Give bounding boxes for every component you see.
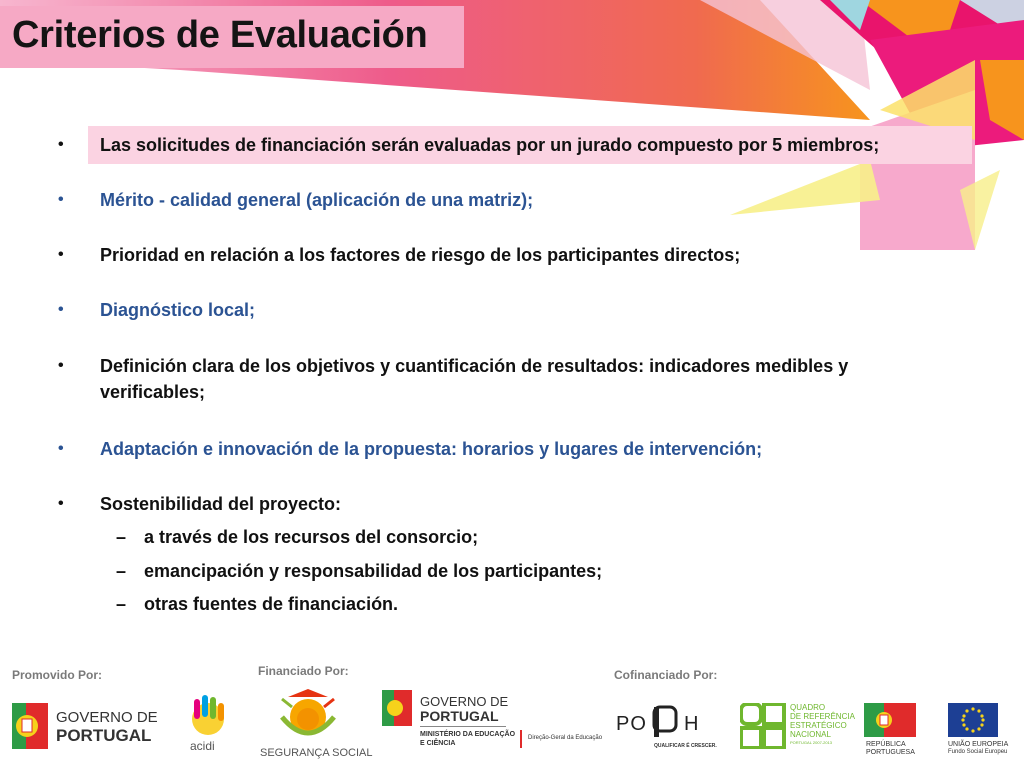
gov2-line2: PORTUGAL bbox=[420, 708, 499, 724]
seguranca-social-logo bbox=[258, 689, 373, 765]
sub-bullet-text: emancipación y responsabilidad de los participantes; bbox=[144, 561, 603, 581]
bullet-text: Las solicitudes de financiación serán evaluadas por un jurado compuesto por 5 miembros; bbox=[100, 135, 880, 155]
poph-logo bbox=[614, 705, 717, 755]
qren-line4: NACIONAL bbox=[790, 730, 831, 739]
cofinanciado-label: Cofinanciado Por: bbox=[614, 668, 718, 682]
bullet-text: Definición clara de los objetivos y cuantificación de resultados: indicadores medibles y verificables; bbox=[100, 356, 849, 402]
governo-portugal-logo bbox=[12, 703, 167, 749]
seguranca-social-icon bbox=[268, 689, 348, 741]
hand-icon bbox=[182, 695, 234, 739]
portugal-shield-icon bbox=[12, 703, 48, 749]
bullet-symbol: • bbox=[58, 301, 64, 318]
poph-p-icon bbox=[652, 705, 678, 739]
ue-line1: UNIÃO EUROPEIA bbox=[948, 741, 1009, 748]
bullet-symbol: • bbox=[58, 357, 64, 374]
dash-symbol: – bbox=[116, 561, 127, 581]
qren-logo bbox=[740, 703, 860, 755]
portugal-flag-icon bbox=[864, 703, 916, 737]
republica-line1: REPÚBLICA bbox=[866, 741, 906, 748]
sponsor-footer bbox=[0, 655, 1024, 768]
sub-bullet-text: a través de los recursos del consorcio; bbox=[144, 527, 479, 547]
bullet-text: Prioridad en relación a los factores de riesgo de los participantes directos; bbox=[100, 245, 741, 265]
bullet-symbol: • bbox=[58, 136, 64, 153]
qren-line3: ESTRATÉGICO bbox=[790, 721, 847, 730]
divider bbox=[420, 726, 506, 727]
acidi-logo bbox=[182, 695, 252, 755]
bullet-symbol: • bbox=[58, 246, 64, 263]
ministerio-line1: MINISTÉRIO DA EDUCAÇÃO bbox=[420, 731, 516, 738]
uniao-europeia-logo bbox=[948, 703, 1022, 759]
sub-bullet-text: otras fuentes de financiación. bbox=[144, 594, 399, 614]
qren-icon bbox=[740, 703, 786, 749]
financiado-label: Financiado Por: bbox=[258, 664, 349, 678]
ue-line2: Fundo Social Europeu bbox=[948, 749, 1008, 755]
gov-line1: GOVERNO DE bbox=[56, 709, 158, 726]
republica-line2: PORTUGUESA bbox=[866, 749, 915, 756]
qren-line2: DE REFERÊNCIA bbox=[790, 712, 855, 721]
dash-symbol: – bbox=[116, 594, 127, 614]
bullet-text: Diagnóstico local; bbox=[100, 300, 256, 320]
bullet-symbol: • bbox=[58, 191, 64, 208]
qren-line5: PORTUGAL 2007-2013 bbox=[790, 740, 833, 745]
poph-right: H bbox=[684, 713, 699, 735]
gov-line2: PORTUGAL bbox=[56, 726, 152, 745]
bullet-text: Sostenibilidad del proyecto: bbox=[100, 494, 342, 514]
page-title: Criterios de Evaluación bbox=[12, 14, 428, 56]
seguranca-label: SEGURANÇA SOCIAL bbox=[260, 747, 373, 759]
acidi-label: acidi bbox=[190, 739, 215, 753]
bullet-symbol: • bbox=[58, 495, 64, 512]
ministerio-line2: E CIÊNCIA bbox=[420, 740, 456, 747]
bullet-text: Adaptación e innovación de la propuesta: horarios y lugares de intervención; bbox=[100, 439, 763, 459]
gov2-line1: GOVERNO DE bbox=[420, 694, 509, 709]
poph-tagline: QUALIFICAR É CRESCER. bbox=[654, 743, 717, 749]
promovido-label: Promovido Por: bbox=[12, 668, 103, 682]
qren-line1: QUADRO bbox=[790, 703, 826, 712]
ministerio-educacao-logo bbox=[382, 690, 612, 760]
poph-left: PO bbox=[616, 713, 647, 735]
bullet-text: Mérito - calidad general (aplicación de una matriz); bbox=[100, 190, 534, 210]
republica-portuguesa-logo bbox=[864, 703, 934, 759]
divider bbox=[520, 730, 522, 748]
direcao-label: Direção-Geral da Educação bbox=[528, 735, 603, 741]
bullet-symbol: • bbox=[58, 440, 64, 457]
portugal-shield-icon bbox=[382, 690, 412, 726]
dash-symbol: – bbox=[116, 527, 127, 547]
eu-flag-icon bbox=[948, 703, 998, 737]
